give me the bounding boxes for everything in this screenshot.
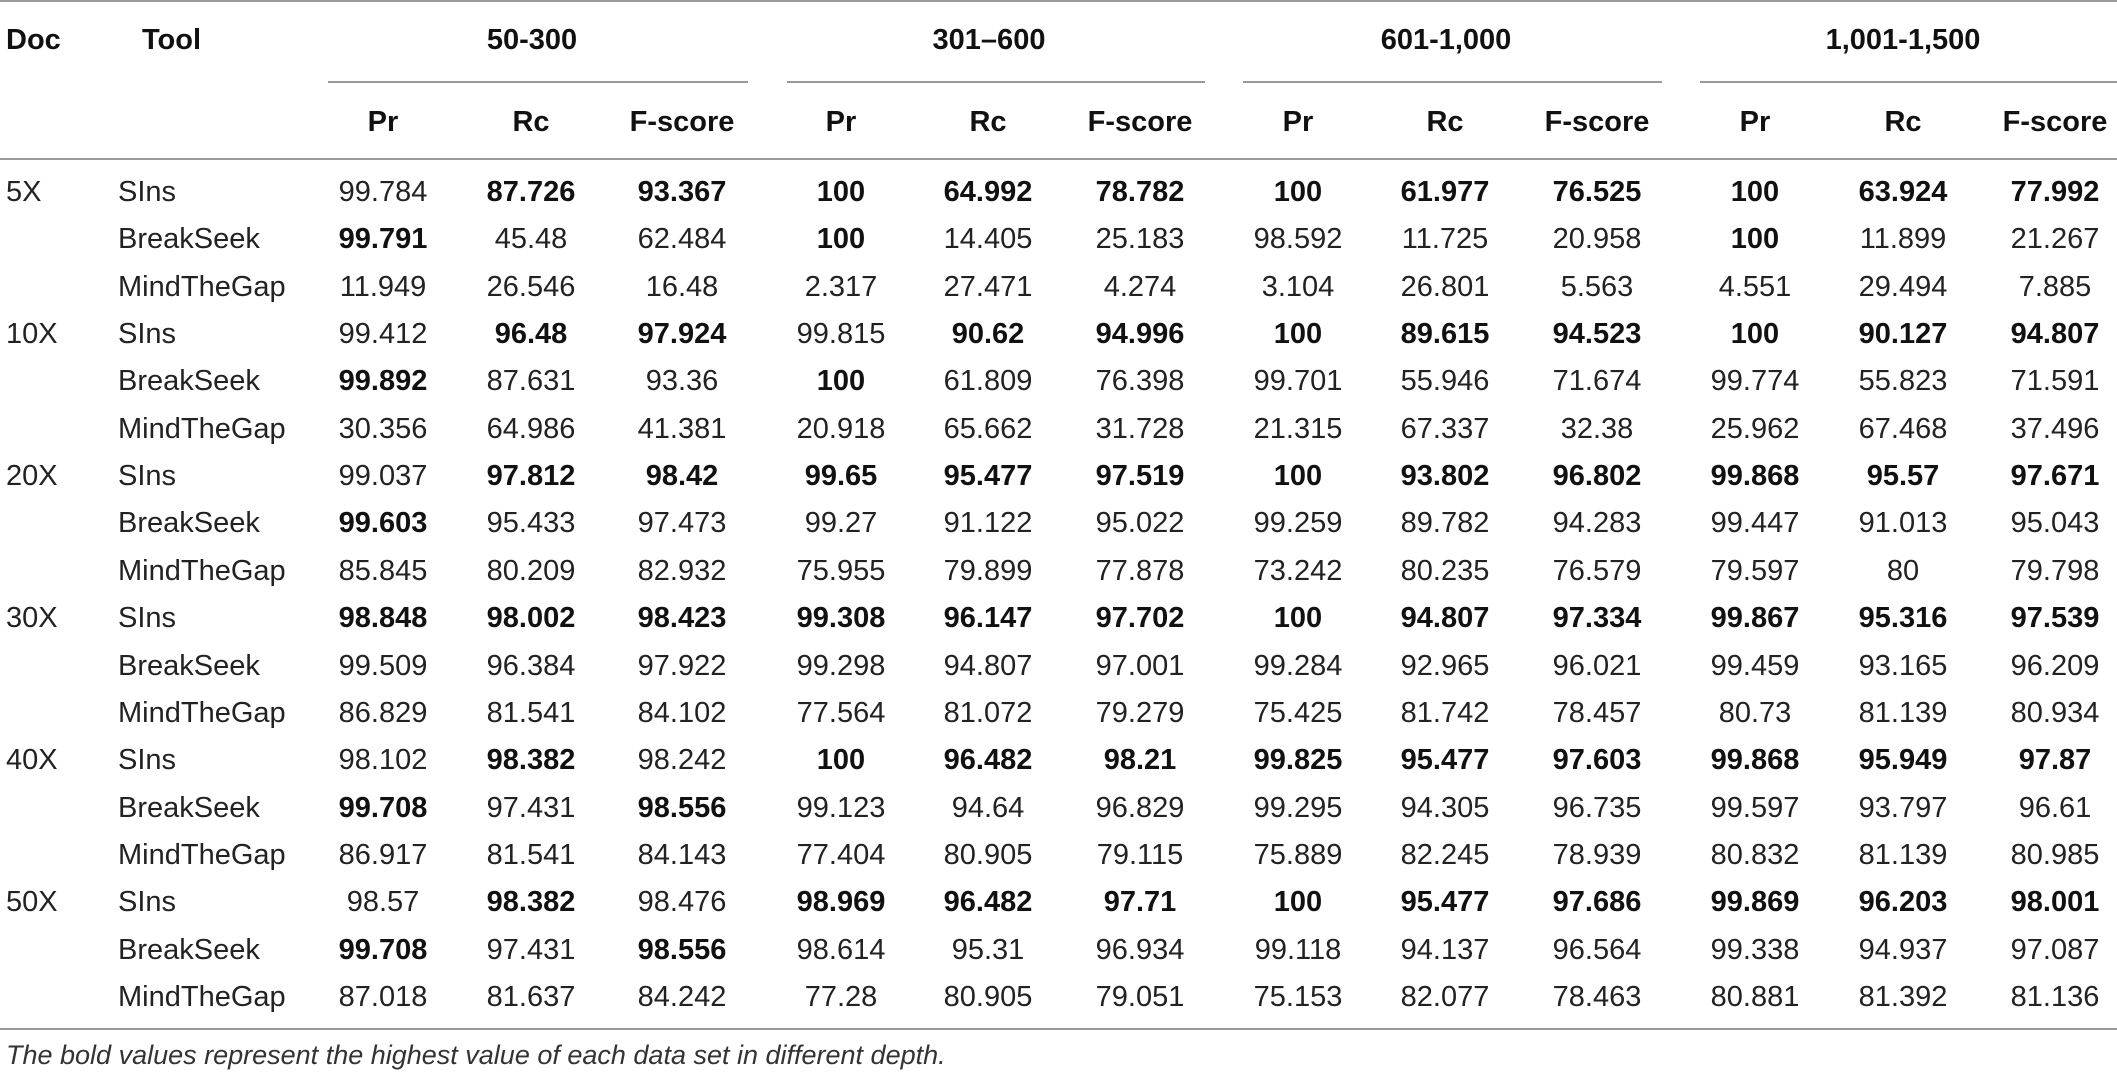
- value-cell: 80.905: [943, 838, 1033, 871]
- value-cell: 26.546: [486, 270, 576, 303]
- value-cell: 80.73: [1718, 696, 1792, 729]
- value-cell: 96.384: [486, 649, 576, 682]
- value-cell: 99.412: [338, 318, 428, 351]
- value-cell: 80: [1886, 554, 1920, 587]
- value-cell: 93.367: [637, 176, 727, 208]
- value-cell: 98.592: [1253, 223, 1343, 256]
- value-cell: 99.509: [338, 649, 428, 682]
- group-header: 601-1,000: [1380, 24, 1512, 56]
- value-cell: 94.807: [2010, 318, 2100, 351]
- column-header: Pr: [1739, 106, 1771, 138]
- value-cell: 97.334: [1552, 602, 1642, 635]
- value-cell: 93.165: [1858, 649, 1948, 682]
- value-cell: 79.597: [1710, 554, 1800, 587]
- value-cell: 98.21: [1103, 744, 1177, 777]
- value-cell: 20.958: [1552, 223, 1642, 256]
- value-cell: 78.463: [1552, 980, 1642, 1013]
- value-cell: 79.279: [1095, 696, 1185, 729]
- value-cell: 98.382: [486, 744, 576, 777]
- tool-cell: SIns: [118, 460, 177, 493]
- value-cell: 98.57: [346, 886, 420, 919]
- value-cell: 96.482: [943, 744, 1033, 777]
- value-cell: 97.812: [486, 460, 576, 493]
- tool-cell: SIns: [118, 886, 177, 919]
- value-cell: 95.043: [2010, 507, 2100, 540]
- value-cell: 81.742: [1400, 696, 1490, 729]
- value-cell: 86.917: [338, 838, 428, 871]
- tool-cell: SIns: [118, 176, 177, 208]
- value-cell: 14.405: [943, 223, 1033, 256]
- value-cell: 21.267: [2010, 223, 2100, 256]
- column-header: Rc: [969, 106, 1007, 138]
- group-header: 50-300: [486, 24, 578, 56]
- value-cell: 97.431: [486, 791, 576, 824]
- value-cell: 91.122: [943, 507, 1033, 540]
- value-cell: 30.356: [338, 412, 428, 445]
- value-cell: 77.404: [796, 838, 886, 871]
- value-cell: 99.868: [1710, 460, 1800, 493]
- value-cell: 79.899: [943, 554, 1033, 587]
- group-rule: [787, 81, 1205, 83]
- value-cell: 79.051: [1095, 980, 1185, 1013]
- value-cell: 76.398: [1095, 365, 1185, 398]
- value-cell: 96.48: [494, 318, 568, 351]
- value-cell: 100: [1273, 886, 1323, 919]
- value-cell: 87.018: [338, 980, 428, 1013]
- group-header: 301–600: [932, 24, 1046, 56]
- value-cell: 29.494: [1858, 270, 1948, 303]
- value-cell: 27.471: [943, 270, 1033, 303]
- value-cell: 94.283: [1552, 507, 1642, 540]
- group-rule: [1700, 81, 2117, 83]
- value-cell: 95.57: [1866, 460, 1940, 493]
- value-cell: 82.077: [1400, 980, 1490, 1013]
- value-cell: 98.382: [486, 886, 576, 919]
- value-cell: 81.392: [1858, 980, 1948, 1013]
- value-cell: 85.845: [338, 554, 428, 587]
- value-cell: 79.115: [1096, 838, 1184, 871]
- value-cell: 45.48: [494, 223, 568, 256]
- value-cell: 96.735: [1552, 791, 1642, 824]
- value-cell: 100: [1730, 318, 1780, 351]
- value-cell: 77.992: [2010, 176, 2100, 208]
- value-cell: 4.551: [1718, 270, 1792, 303]
- value-cell: 90.127: [1858, 318, 1948, 351]
- value-cell: 5.563: [1560, 270, 1634, 303]
- value-cell: 80.209: [486, 554, 576, 587]
- value-cell: 81.541: [486, 696, 576, 729]
- value-cell: 100: [816, 365, 866, 398]
- value-cell: 95.949: [1858, 744, 1948, 777]
- value-cell: 11.949: [339, 270, 427, 303]
- value-cell: 98.556: [637, 791, 727, 824]
- tool-cell: MindTheGap: [118, 980, 286, 1013]
- value-cell: 55.946: [1400, 365, 1490, 398]
- value-cell: 81.541: [486, 838, 576, 871]
- value-cell: 95.477: [1400, 886, 1490, 919]
- value-cell: 99.259: [1253, 507, 1343, 540]
- value-cell: 99.791: [338, 223, 428, 256]
- tool-cell: BreakSeek: [118, 933, 260, 966]
- group-header: 1,001-1,500: [1825, 24, 1981, 56]
- value-cell: 100: [1730, 176, 1780, 208]
- value-cell: 100: [1730, 223, 1780, 256]
- value-cell: 99.118: [1254, 933, 1342, 966]
- value-cell: 78.939: [1552, 838, 1642, 871]
- value-cell: 81.136: [2010, 980, 2100, 1013]
- value-cell: 95.477: [1400, 744, 1490, 777]
- column-header: Rc: [512, 106, 550, 138]
- value-cell: 97.539: [2010, 602, 2100, 635]
- value-cell: 76.579: [1552, 554, 1642, 587]
- value-cell: 81.139: [1858, 696, 1948, 729]
- value-cell: 95.477: [943, 460, 1033, 493]
- value-cell: 100: [1273, 318, 1323, 351]
- value-cell: 78.782: [1095, 176, 1185, 208]
- value-cell: 76.525: [1552, 176, 1642, 208]
- value-cell: 82.245: [1400, 838, 1490, 871]
- value-cell: 96.209: [2010, 649, 2100, 682]
- value-cell: 31.728: [1095, 412, 1185, 445]
- doc-cell: 10X: [6, 318, 58, 351]
- value-cell: 11.899: [1859, 223, 1947, 256]
- value-cell: 96.934: [1095, 933, 1185, 966]
- value-cell: 75.425: [1253, 696, 1343, 729]
- tool-cell: BreakSeek: [118, 223, 260, 256]
- value-cell: 99.868: [1710, 744, 1800, 777]
- tool-cell: BreakSeek: [118, 649, 260, 682]
- value-cell: 99.701: [1253, 365, 1343, 398]
- value-cell: 65.662: [943, 412, 1033, 445]
- value-cell: 99.295: [1253, 791, 1343, 824]
- value-cell: 89.782: [1400, 507, 1490, 540]
- value-cell: 11.725: [1401, 223, 1489, 256]
- value-cell: 73.242: [1253, 554, 1343, 587]
- value-cell: 97.001: [1095, 649, 1185, 682]
- value-cell: 77.878: [1095, 554, 1185, 587]
- value-cell: 99.784: [338, 176, 428, 208]
- value-cell: 97.87: [2018, 744, 2092, 777]
- value-cell: 81.637: [486, 980, 576, 1013]
- value-cell: 99.298: [796, 649, 886, 682]
- value-cell: 75.153: [1253, 980, 1343, 1013]
- value-cell: 100: [816, 176, 866, 208]
- column-header: Pr: [825, 106, 857, 138]
- doc-cell: 40X: [6, 744, 58, 777]
- value-cell: 16.48: [645, 270, 719, 303]
- table-footnote: The bold values represent the highest value of each data set in different depth.: [6, 1040, 946, 1070]
- top-rule: [0, 0, 2117, 2]
- value-cell: 84.143: [637, 838, 727, 871]
- value-cell: 80.934: [2010, 696, 2100, 729]
- value-cell: 96.802: [1552, 460, 1642, 493]
- value-cell: 99.708: [338, 791, 428, 824]
- value-cell: 77.28: [804, 980, 878, 1013]
- value-cell: 99.892: [338, 365, 428, 398]
- value-cell: 79.798: [2010, 554, 2100, 587]
- value-cell: 93.802: [1400, 460, 1490, 493]
- value-cell: 100: [1273, 176, 1323, 208]
- value-cell: 81.072: [943, 696, 1033, 729]
- value-cell: 94.64: [951, 791, 1025, 824]
- value-cell: 99.815: [796, 318, 886, 351]
- value-cell: 98.002: [486, 602, 576, 635]
- value-cell: 95.316: [1858, 602, 1948, 635]
- value-cell: 80.832: [1710, 838, 1800, 871]
- value-cell: 100: [816, 223, 866, 256]
- doc-cell: 20X: [6, 460, 58, 493]
- value-cell: 91.013: [1858, 507, 1948, 540]
- header-bottom-rule: [0, 158, 2117, 160]
- value-cell: 100: [1273, 602, 1323, 635]
- value-cell: 26.801: [1400, 270, 1490, 303]
- value-cell: 81.139: [1858, 838, 1948, 871]
- value-cell: 96.61: [2018, 791, 2092, 824]
- value-cell: 100: [1273, 460, 1323, 493]
- group-rule: [328, 81, 748, 83]
- value-cell: 95.31: [951, 933, 1025, 966]
- value-cell: 71.674: [1552, 365, 1642, 398]
- value-cell: 97.922: [637, 649, 727, 682]
- value-cell: 77.564: [796, 696, 886, 729]
- value-cell: 97.473: [637, 507, 727, 540]
- value-cell: 84.242: [637, 980, 727, 1013]
- value-cell: 97.431: [486, 933, 576, 966]
- value-cell: 99.459: [1710, 649, 1800, 682]
- value-cell: 82.932: [637, 554, 727, 587]
- column-header: Rc: [1426, 106, 1464, 138]
- value-cell: 92.965: [1400, 649, 1490, 682]
- value-cell: 32.38: [1560, 412, 1634, 445]
- value-cell: 99.284: [1253, 649, 1343, 682]
- value-cell: 93.36: [645, 365, 719, 398]
- value-cell: 55.823: [1858, 365, 1948, 398]
- value-cell: 37.496: [2010, 412, 2100, 445]
- value-cell: 97.087: [2010, 933, 2100, 966]
- value-cell: 63.924: [1858, 176, 1948, 208]
- column-header: F-score: [1087, 106, 1193, 138]
- value-cell: 98.423: [637, 602, 727, 635]
- tool-cell: BreakSeek: [118, 507, 260, 540]
- tool-cell: SIns: [118, 318, 177, 351]
- value-cell: 7.885: [2018, 270, 2092, 303]
- value-cell: 99.308: [796, 602, 886, 635]
- group-rule: [1243, 81, 1662, 83]
- value-cell: 61.809: [943, 365, 1033, 398]
- tool-cell: MindTheGap: [118, 554, 286, 587]
- value-cell: 99.037: [338, 460, 428, 493]
- value-cell: 90.62: [951, 318, 1025, 351]
- value-cell: 99.867: [1710, 602, 1800, 635]
- tool-cell: SIns: [118, 602, 177, 635]
- value-cell: 94.937: [1858, 933, 1948, 966]
- value-cell: 99.447: [1710, 507, 1800, 540]
- value-cell: 78.457: [1552, 696, 1642, 729]
- value-cell: 87.631: [486, 365, 576, 398]
- value-cell: 75.955: [796, 554, 886, 587]
- value-cell: 99.123: [796, 791, 886, 824]
- value-cell: 64.992: [943, 176, 1033, 208]
- column-header: F-score: [629, 106, 735, 138]
- value-cell: 98.969: [796, 886, 886, 919]
- value-cell: 97.702: [1095, 602, 1185, 635]
- value-cell: 25.962: [1710, 412, 1800, 445]
- value-cell: 99.825: [1253, 744, 1343, 777]
- tool-cell: BreakSeek: [118, 791, 260, 824]
- value-cell: 98.476: [637, 886, 727, 919]
- value-cell: 97.924: [637, 318, 727, 351]
- value-cell: 94.807: [943, 649, 1033, 682]
- value-cell: 99.65: [804, 460, 878, 493]
- value-cell: 99.338: [1710, 933, 1800, 966]
- value-cell: 80.235: [1400, 554, 1490, 587]
- column-header: Pr: [1282, 106, 1314, 138]
- value-cell: 97.671: [2010, 460, 2100, 493]
- value-cell: 20.918: [796, 412, 886, 445]
- tool-cell: MindTheGap: [118, 270, 286, 303]
- value-cell: 95.022: [1095, 507, 1185, 540]
- doc-cell: 50X: [6, 886, 58, 919]
- value-cell: 75.889: [1253, 838, 1343, 871]
- tool-cell: MindTheGap: [118, 838, 286, 871]
- value-cell: 87.726: [486, 176, 576, 208]
- value-cell: 64.986: [486, 412, 576, 445]
- value-cell: 98.556: [637, 933, 727, 966]
- value-cell: 94.523: [1552, 318, 1642, 351]
- value-cell: 98.102: [338, 744, 428, 777]
- column-header: F-score: [1544, 106, 1650, 138]
- value-cell: 96.203: [1858, 886, 1948, 919]
- value-cell: 71.591: [2010, 365, 2100, 398]
- value-cell: 84.102: [637, 696, 727, 729]
- value-cell: 3.104: [1261, 270, 1335, 303]
- value-cell: 98.242: [637, 744, 727, 777]
- value-cell: 67.337: [1400, 412, 1490, 445]
- value-cell: 97.603: [1552, 744, 1642, 777]
- value-cell: 97.686: [1552, 886, 1642, 919]
- value-cell: 98.614: [796, 933, 886, 966]
- column-header: F-score: [2002, 106, 2108, 138]
- tool-cell: MindTheGap: [118, 412, 286, 445]
- value-cell: 62.484: [637, 223, 727, 256]
- value-cell: 99.597: [1710, 791, 1800, 824]
- value-cell: 41.381: [637, 412, 727, 445]
- value-cell: 94.996: [1095, 318, 1185, 351]
- tool-cell: SIns: [118, 744, 177, 777]
- tool-header: Tool: [142, 24, 202, 56]
- value-cell: 21.315: [1253, 412, 1343, 445]
- value-cell: 99.869: [1710, 886, 1800, 919]
- value-cell: 96.564: [1552, 933, 1642, 966]
- value-cell: 97.519: [1095, 460, 1185, 493]
- value-cell: 99.27: [804, 507, 878, 540]
- value-cell: 99.708: [338, 933, 428, 966]
- value-cell: 99.603: [338, 507, 428, 540]
- value-cell: 99.774: [1710, 365, 1800, 398]
- value-cell: 89.615: [1400, 318, 1490, 351]
- value-cell: 100: [816, 744, 866, 777]
- value-cell: 80.985: [2010, 838, 2100, 871]
- value-cell: 98.42: [645, 460, 719, 493]
- value-cell: 98.848: [338, 602, 428, 635]
- tool-cell: BreakSeek: [118, 365, 260, 398]
- column-header: Pr: [367, 106, 399, 138]
- value-cell: 98.001: [2010, 886, 2100, 919]
- value-cell: 96.482: [943, 886, 1033, 919]
- doc-cell: 5X: [6, 176, 42, 208]
- value-cell: 80.881: [1710, 980, 1800, 1013]
- value-cell: 96.021: [1552, 649, 1642, 682]
- value-cell: 94.305: [1400, 791, 1490, 824]
- doc-cell: 30X: [6, 602, 58, 635]
- value-cell: 80.905: [943, 980, 1033, 1013]
- doc-header: Doc: [6, 24, 61, 56]
- value-cell: 96.147: [943, 602, 1033, 635]
- tool-cell: MindTheGap: [118, 696, 286, 729]
- value-cell: 94.807: [1400, 602, 1490, 635]
- value-cell: 86.829: [338, 696, 428, 729]
- value-cell: 93.797: [1858, 791, 1948, 824]
- value-cell: 4.274: [1103, 270, 1177, 303]
- table-bottom-rule: [0, 1028, 2117, 1030]
- value-cell: 97.71: [1103, 886, 1177, 919]
- value-cell: 95.433: [486, 507, 576, 540]
- value-cell: 67.468: [1858, 412, 1948, 445]
- value-cell: 61.977: [1400, 176, 1490, 208]
- value-cell: 2.317: [804, 270, 878, 303]
- value-cell: 94.137: [1400, 933, 1490, 966]
- column-header: Rc: [1884, 106, 1922, 138]
- value-cell: 25.183: [1095, 223, 1185, 256]
- value-cell: 96.829: [1095, 791, 1185, 824]
